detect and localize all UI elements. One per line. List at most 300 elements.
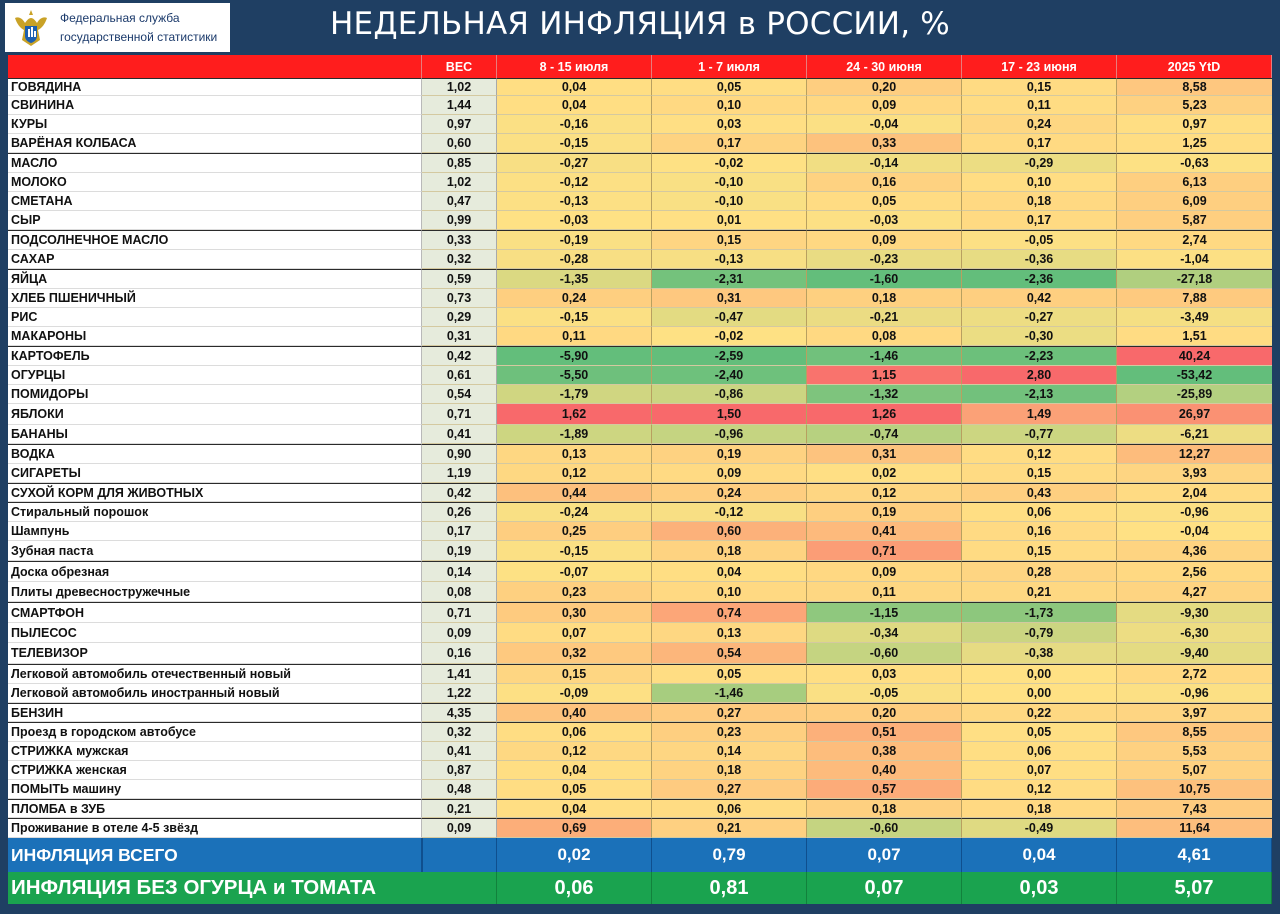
table-row xyxy=(8,346,1272,366)
value-cell: -27,18 xyxy=(1117,269,1272,289)
value-cell: 0,16 xyxy=(962,522,1117,541)
value-cell: 0,05 xyxy=(962,722,1117,742)
value-cell: -0,14 xyxy=(807,153,962,173)
value-cell: 0,23 xyxy=(497,582,652,602)
row-label: СМЕТАНА xyxy=(8,192,422,211)
table-row xyxy=(8,269,1272,289)
table-row xyxy=(8,327,1272,346)
table-row xyxy=(8,541,1272,561)
value-cell: 0,43 xyxy=(962,483,1117,502)
row-weight: 0,97 xyxy=(422,115,497,134)
table-row xyxy=(8,192,1272,211)
value-cell: 0,09 xyxy=(807,96,962,115)
row-weight: 1,41 xyxy=(422,664,497,684)
row-weight: 0,99 xyxy=(422,211,497,230)
value-cell: 0,27 xyxy=(652,780,807,799)
value-cell: -1,04 xyxy=(1117,250,1272,269)
value-cell: 8,55 xyxy=(1117,722,1272,742)
total-no-veg-value: 5,07 xyxy=(1117,872,1272,904)
row-label: Зубная паста xyxy=(8,541,422,561)
value-cell: 0,25 xyxy=(497,522,652,541)
row-weight: 0,61 xyxy=(422,366,497,385)
value-cell: 0,24 xyxy=(497,289,652,308)
row-weight: 0,14 xyxy=(422,561,497,582)
value-cell: 0,30 xyxy=(497,602,652,623)
value-cell: -0,15 xyxy=(497,308,652,327)
value-cell: -3,49 xyxy=(1117,308,1272,327)
value-cell: -0,49 xyxy=(962,818,1117,838)
value-cell: -1,60 xyxy=(807,269,962,289)
value-cell: 0,24 xyxy=(962,115,1117,134)
value-cell: 0,44 xyxy=(497,483,652,502)
value-cell: 0,05 xyxy=(652,78,807,96)
row-weight: 0,16 xyxy=(422,643,497,664)
value-cell: -0,47 xyxy=(652,308,807,327)
value-cell: 0,12 xyxy=(807,483,962,502)
value-cell: -1,32 xyxy=(807,385,962,404)
value-cell: 1,50 xyxy=(652,404,807,425)
value-cell: -0,04 xyxy=(1117,522,1272,541)
total-row-value: 0,04 xyxy=(962,838,1117,872)
value-cell: -0,30 xyxy=(962,327,1117,346)
value-cell: 0,15 xyxy=(497,664,652,684)
row-label: Стиральный порошок xyxy=(8,502,422,522)
value-cell: 0,05 xyxy=(497,780,652,799)
value-cell: 8,58 xyxy=(1117,78,1272,96)
value-cell: -0,02 xyxy=(652,327,807,346)
value-cell: 0,05 xyxy=(807,192,962,211)
value-cell: 0,02 xyxy=(807,464,962,483)
value-cell: 0,08 xyxy=(807,327,962,346)
value-cell: 0,69 xyxy=(497,818,652,838)
value-cell: 0,10 xyxy=(652,582,807,602)
rosstat-logo xyxy=(5,3,230,52)
row-label: СЫР xyxy=(8,211,422,230)
row-weight: 0,41 xyxy=(422,742,497,761)
value-cell: -0,09 xyxy=(497,684,652,703)
table-row xyxy=(8,722,1272,742)
table-row xyxy=(8,250,1272,269)
row-label: Плиты древесностружечные xyxy=(8,582,422,602)
value-cell: 10,75 xyxy=(1117,780,1272,799)
value-cell: -0,16 xyxy=(497,115,652,134)
value-cell: 0,32 xyxy=(497,643,652,664)
value-cell: -0,34 xyxy=(807,623,962,643)
value-cell: 2,04 xyxy=(1117,483,1272,502)
value-cell: -0,21 xyxy=(807,308,962,327)
value-cell: 0,15 xyxy=(962,78,1117,96)
row-label: ПЫЛЕСОС xyxy=(8,623,422,643)
value-cell: 5,23 xyxy=(1117,96,1272,115)
value-cell: 0,00 xyxy=(962,684,1117,703)
total-row-value: 0,02 xyxy=(497,838,652,872)
value-cell: 26,97 xyxy=(1117,404,1272,425)
value-cell: 40,24 xyxy=(1117,346,1272,366)
row-weight: 0,90 xyxy=(422,444,497,464)
value-cell: 0,17 xyxy=(962,211,1117,230)
table-row xyxy=(8,404,1272,425)
table-row xyxy=(8,385,1272,404)
value-cell: -0,12 xyxy=(652,502,807,522)
row-label: ВОДКА xyxy=(8,444,422,464)
row-label: ХЛЕБ ПШЕНИЧНЫЙ xyxy=(8,289,422,308)
value-cell: -0,24 xyxy=(497,502,652,522)
table-row xyxy=(8,308,1272,327)
value-cell: -0,27 xyxy=(497,153,652,173)
eagle-emblem-icon xyxy=(9,6,53,50)
header-cell-week-3: 24 - 30 июня xyxy=(807,55,962,78)
value-cell: 0,20 xyxy=(807,703,962,722)
value-cell: -0,96 xyxy=(652,425,807,444)
value-cell: 0,51 xyxy=(807,722,962,742)
value-cell: -0,13 xyxy=(497,192,652,211)
value-cell: -2,23 xyxy=(962,346,1117,366)
value-cell: 2,80 xyxy=(962,366,1117,385)
table-row xyxy=(8,502,1272,522)
table-row xyxy=(8,582,1272,602)
row-weight: 1,19 xyxy=(422,464,497,483)
header-cell-ytd: 2025 YtD xyxy=(1117,55,1272,78)
value-cell: 0,07 xyxy=(497,623,652,643)
table-row xyxy=(8,561,1272,582)
row-weight: 0,73 xyxy=(422,289,497,308)
value-cell: 0,04 xyxy=(652,561,807,582)
value-cell: -0,03 xyxy=(807,211,962,230)
value-cell: 0,19 xyxy=(652,444,807,464)
row-weight: 0,85 xyxy=(422,153,497,173)
value-cell: -25,89 xyxy=(1117,385,1272,404)
header-cell-name xyxy=(8,55,422,78)
row-label: Проезд в городском автобусе xyxy=(8,722,422,742)
row-label: ВАРЁНАЯ КОЛБАСА xyxy=(8,134,422,153)
row-label: БЕНЗИН xyxy=(8,703,422,722)
value-cell: 0,97 xyxy=(1117,115,1272,134)
value-cell: 6,13 xyxy=(1117,173,1272,192)
value-cell: -0,77 xyxy=(962,425,1117,444)
row-label: ПОДСОЛНЕЧНОЕ МАСЛО xyxy=(8,230,422,250)
row-label: МАСЛО xyxy=(8,153,422,173)
header-cell-week-2: 1 - 7 июля xyxy=(652,55,807,78)
value-cell: 0,00 xyxy=(962,664,1117,684)
value-cell: -0,28 xyxy=(497,250,652,269)
value-cell: -2,40 xyxy=(652,366,807,385)
table-row xyxy=(8,444,1272,464)
row-weight: 0,09 xyxy=(422,818,497,838)
row-weight: 0,09 xyxy=(422,623,497,643)
value-cell: -0,04 xyxy=(807,115,962,134)
value-cell: 11,64 xyxy=(1117,818,1272,838)
row-label: СТРИЖКА женская xyxy=(8,761,422,780)
value-cell: 0,18 xyxy=(962,192,1117,211)
value-cell: 0,03 xyxy=(652,115,807,134)
value-cell: -0,10 xyxy=(652,173,807,192)
row-label: ОГУРЦЫ xyxy=(8,366,422,385)
value-cell: -0,29 xyxy=(962,153,1117,173)
total-row-value: 0,07 xyxy=(807,838,962,872)
value-cell: -0,27 xyxy=(962,308,1117,327)
row-label: СТРИЖКА мужская xyxy=(8,742,422,761)
value-cell: 0,31 xyxy=(807,444,962,464)
row-label: СМАРТФОН xyxy=(8,602,422,623)
header-bar xyxy=(0,0,1280,55)
row-label: Доска обрезная xyxy=(8,561,422,582)
row-weight: 0,71 xyxy=(422,602,497,623)
row-weight: 0,26 xyxy=(422,502,497,522)
value-cell: 1,26 xyxy=(807,404,962,425)
value-cell: 0,06 xyxy=(652,799,807,818)
value-cell: 1,25 xyxy=(1117,134,1272,153)
table-row xyxy=(8,153,1272,173)
value-cell: 3,93 xyxy=(1117,464,1272,483)
table-row xyxy=(8,742,1272,761)
row-label: ЯБЛОКИ xyxy=(8,404,422,425)
value-cell: 0,11 xyxy=(807,582,962,602)
value-cell: 0,04 xyxy=(497,799,652,818)
row-weight: 0,21 xyxy=(422,799,497,818)
value-cell: 0,11 xyxy=(497,327,652,346)
table-row xyxy=(8,78,1272,96)
value-cell: 0,06 xyxy=(497,722,652,742)
value-cell: 0,18 xyxy=(652,761,807,780)
value-cell: 0,41 xyxy=(807,522,962,541)
row-label: Проживание в отеле 4-5 звёзд xyxy=(8,818,422,838)
total-row-weight xyxy=(422,838,497,872)
row-weight: 1,44 xyxy=(422,96,497,115)
value-cell: 0,18 xyxy=(652,541,807,561)
row-weight: 0,19 xyxy=(422,541,497,561)
table-row xyxy=(8,464,1272,483)
value-cell: 4,27 xyxy=(1117,582,1272,602)
value-cell: 4,36 xyxy=(1117,541,1272,561)
value-cell: 0,10 xyxy=(652,96,807,115)
table-row xyxy=(8,522,1272,541)
table-row xyxy=(8,602,1272,623)
value-cell: 0,28 xyxy=(962,561,1117,582)
value-cell: -53,42 xyxy=(1117,366,1272,385)
value-cell: 0,17 xyxy=(962,134,1117,153)
value-cell: -9,30 xyxy=(1117,602,1272,623)
value-cell: 0,06 xyxy=(962,502,1117,522)
value-cell: 0,05 xyxy=(652,664,807,684)
header-cell-week-4: 17 - 23 июня xyxy=(962,55,1117,78)
value-cell: -0,60 xyxy=(807,818,962,838)
org-name-line1: Федеральная служба xyxy=(60,11,180,25)
row-weight: 0,32 xyxy=(422,250,497,269)
value-cell: -1,46 xyxy=(652,684,807,703)
table-row xyxy=(8,818,1272,838)
value-cell: 0,01 xyxy=(652,211,807,230)
header-cell-week-1: 8 - 15 июля xyxy=(497,55,652,78)
row-label: КУРЫ xyxy=(8,115,422,134)
value-cell: 1,15 xyxy=(807,366,962,385)
value-cell: -0,38 xyxy=(962,643,1117,664)
total-row-value: 0,79 xyxy=(652,838,807,872)
value-cell: -0,12 xyxy=(497,173,652,192)
value-cell: 0,21 xyxy=(962,582,1117,602)
table-row xyxy=(8,684,1272,703)
value-cell: 0,14 xyxy=(652,742,807,761)
table-row xyxy=(8,761,1272,780)
value-cell: -0,05 xyxy=(962,230,1117,250)
value-cell: 0,09 xyxy=(652,464,807,483)
table-body xyxy=(8,78,1272,838)
value-cell: -0,74 xyxy=(807,425,962,444)
value-cell: 6,09 xyxy=(1117,192,1272,211)
row-weight: 1,22 xyxy=(422,684,497,703)
value-cell: 7,43 xyxy=(1117,799,1272,818)
row-label: ТЕЛЕВИЗОР xyxy=(8,643,422,664)
value-cell: 0,40 xyxy=(497,703,652,722)
total-no-veg-label: ИНФЛЯЦИЯ БЕЗ ОГУРЦА и ТОМАТА xyxy=(8,872,497,904)
row-weight: 1,02 xyxy=(422,78,497,96)
value-cell: -0,96 xyxy=(1117,502,1272,522)
row-weight: 0,29 xyxy=(422,308,497,327)
value-cell: 3,97 xyxy=(1117,703,1272,722)
row-label: ПОМИДОРЫ xyxy=(8,385,422,404)
value-cell: 0,60 xyxy=(652,522,807,541)
row-label: ЯЙЦА xyxy=(8,269,422,289)
value-cell: -0,07 xyxy=(497,561,652,582)
value-cell: 0,06 xyxy=(962,742,1117,761)
value-cell: 0,03 xyxy=(807,664,962,684)
total-no-veg-value: 0,81 xyxy=(652,872,807,904)
value-cell: 2,56 xyxy=(1117,561,1272,582)
value-cell: 0,10 xyxy=(962,173,1117,192)
row-label: РИС xyxy=(8,308,422,327)
row-weight: 0,17 xyxy=(422,522,497,541)
table-row xyxy=(8,211,1272,230)
value-cell: -5,50 xyxy=(497,366,652,385)
row-label: СИГАРЕТЫ xyxy=(8,464,422,483)
value-cell: -0,63 xyxy=(1117,153,1272,173)
row-weight: 0,59 xyxy=(422,269,497,289)
value-cell: -6,21 xyxy=(1117,425,1272,444)
value-cell: -0,60 xyxy=(807,643,962,664)
row-weight: 4,35 xyxy=(422,703,497,722)
table-row xyxy=(8,623,1272,643)
row-weight: 0,42 xyxy=(422,346,497,366)
page-title: НЕДЕЛЬНАЯ ИНФЛЯЦИЯ в РОССИИ, % xyxy=(330,6,950,42)
value-cell: 0,74 xyxy=(652,602,807,623)
value-cell: 0,40 xyxy=(807,761,962,780)
value-cell: 0,04 xyxy=(497,761,652,780)
value-cell: 12,27 xyxy=(1117,444,1272,464)
table-row xyxy=(8,483,1272,502)
value-cell: -2,13 xyxy=(962,385,1117,404)
table-row xyxy=(8,289,1272,308)
value-cell: 0,20 xyxy=(807,78,962,96)
row-label: МОЛОКО xyxy=(8,173,422,192)
table-row xyxy=(8,664,1272,684)
value-cell: -0,03 xyxy=(497,211,652,230)
value-cell: 0,09 xyxy=(807,230,962,250)
value-cell: 2,74 xyxy=(1117,230,1272,250)
value-cell: 0,12 xyxy=(962,780,1117,799)
row-weight: 0,41 xyxy=(422,425,497,444)
value-cell: -2,36 xyxy=(962,269,1117,289)
row-weight: 0,87 xyxy=(422,761,497,780)
value-cell: 0,18 xyxy=(962,799,1117,818)
row-label: КАРТОФЕЛЬ xyxy=(8,346,422,366)
value-cell: 0,31 xyxy=(652,289,807,308)
value-cell: -0,96 xyxy=(1117,684,1272,703)
value-cell: 0,33 xyxy=(807,134,962,153)
row-label: ГОВЯДИНА xyxy=(8,78,422,96)
row-label: Легковой автомобиль отечественный новый xyxy=(8,664,422,684)
value-cell: -5,90 xyxy=(497,346,652,366)
value-cell: 0,04 xyxy=(497,78,652,96)
row-weight: 0,47 xyxy=(422,192,497,211)
value-cell: 0,11 xyxy=(962,96,1117,115)
table-header-row xyxy=(8,55,1272,78)
table-row xyxy=(8,134,1272,153)
value-cell: -1,46 xyxy=(807,346,962,366)
value-cell: 0,71 xyxy=(807,541,962,561)
value-cell: -0,13 xyxy=(652,250,807,269)
value-cell: 0,54 xyxy=(652,643,807,664)
value-cell: 0,15 xyxy=(652,230,807,250)
value-cell: 7,88 xyxy=(1117,289,1272,308)
row-label: ПЛОМБА в ЗУБ xyxy=(8,799,422,818)
row-weight: 0,31 xyxy=(422,327,497,346)
value-cell: 0,22 xyxy=(962,703,1117,722)
row-label: САХАР xyxy=(8,250,422,269)
value-cell: 0,15 xyxy=(962,541,1117,561)
table-row xyxy=(8,799,1272,818)
value-cell: 0,24 xyxy=(652,483,807,502)
value-cell: -0,15 xyxy=(497,134,652,153)
row-weight: 0,08 xyxy=(422,582,497,602)
row-weight: 0,71 xyxy=(422,404,497,425)
value-cell: -9,40 xyxy=(1117,643,1272,664)
header-cell-weight: ВЕС xyxy=(422,55,497,78)
table-row xyxy=(8,780,1272,799)
value-cell: 0,19 xyxy=(807,502,962,522)
value-cell: 0,16 xyxy=(807,173,962,192)
value-cell: 5,87 xyxy=(1117,211,1272,230)
row-label: СВИНИНА xyxy=(8,96,422,115)
row-weight: 0,54 xyxy=(422,385,497,404)
total-row-label: ИНФЛЯЦИЯ ВСЕГО xyxy=(8,838,422,872)
value-cell: 0,17 xyxy=(652,134,807,153)
value-cell: 0,07 xyxy=(962,761,1117,780)
value-cell: -6,30 xyxy=(1117,623,1272,643)
row-label: ПОМЫТЬ машину xyxy=(8,780,422,799)
value-cell: 2,72 xyxy=(1117,664,1272,684)
row-label: СУХОЙ КОРМ ДЛЯ ЖИВОТНЫХ xyxy=(8,483,422,502)
value-cell: 0,13 xyxy=(497,444,652,464)
value-cell: 0,15 xyxy=(962,464,1117,483)
row-label: МАКАРОНЫ xyxy=(8,327,422,346)
value-cell: -1,79 xyxy=(497,385,652,404)
inflation-table xyxy=(8,55,1272,904)
row-weight: 0,42 xyxy=(422,483,497,502)
table-row xyxy=(8,96,1272,115)
value-cell: 0,18 xyxy=(807,799,962,818)
value-cell: 0,12 xyxy=(497,464,652,483)
value-cell: 0,09 xyxy=(807,561,962,582)
value-cell: -2,31 xyxy=(652,269,807,289)
value-cell: 1,49 xyxy=(962,404,1117,425)
total-no-veg-value: 0,07 xyxy=(807,872,962,904)
row-label: Шампунь xyxy=(8,522,422,541)
value-cell: 0,57 xyxy=(807,780,962,799)
value-cell: -1,35 xyxy=(497,269,652,289)
value-cell: 0,23 xyxy=(652,722,807,742)
row-weight: 1,02 xyxy=(422,173,497,192)
total-inflation-row xyxy=(8,838,1272,872)
row-label: БАНАНЫ xyxy=(8,425,422,444)
